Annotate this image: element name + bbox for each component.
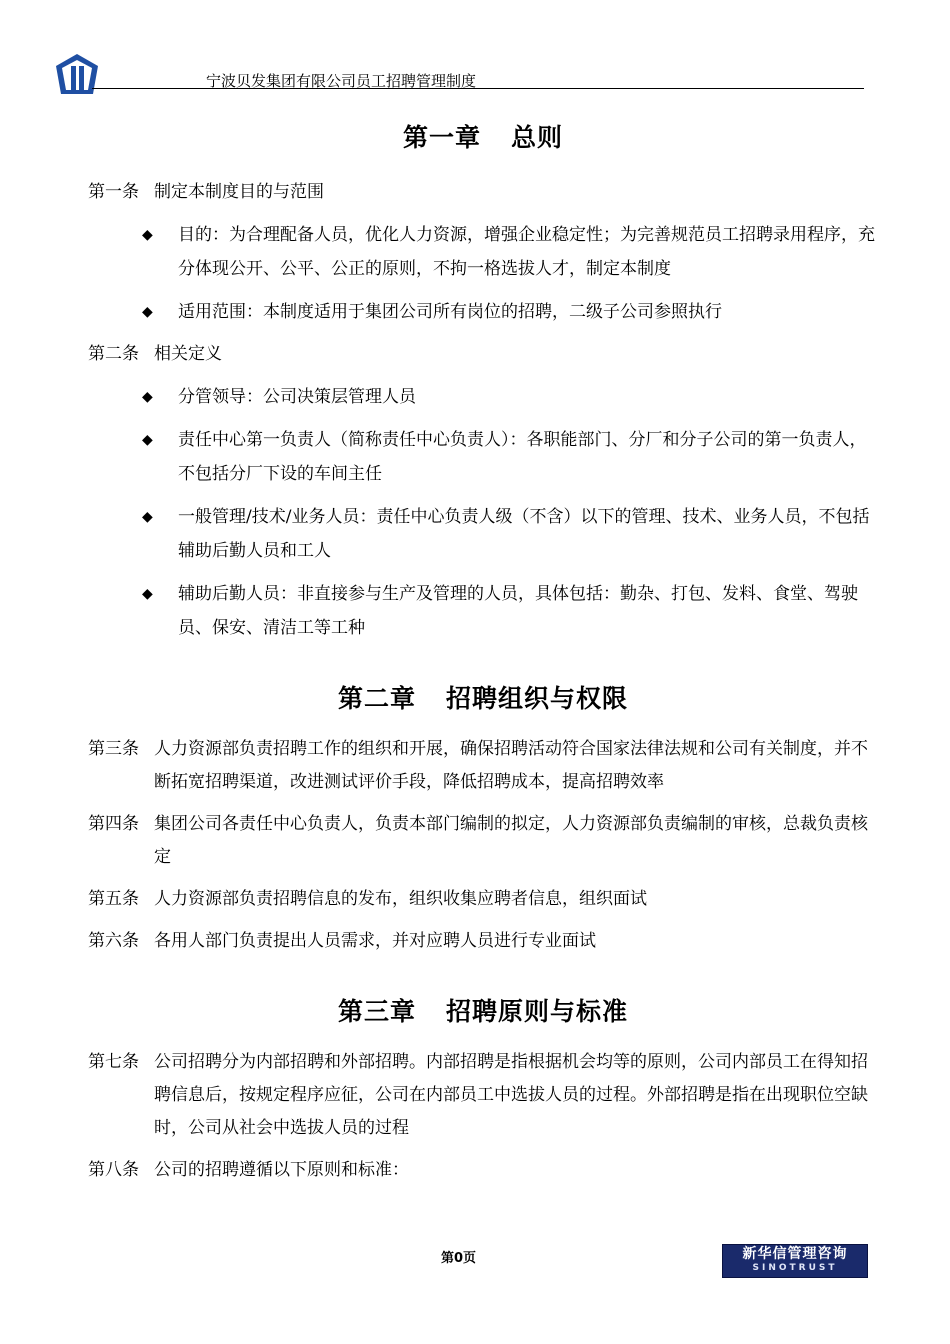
article-label: 第五条 [88,889,139,909]
article [88,883,878,916]
bullet-item [88,295,878,329]
article-text: 公司的招聘遵循以下原则和标准： [154,1160,409,1180]
chapter-number: 第三章 [337,997,416,1026]
diamond-bullet-icon: ◆ [142,586,153,602]
chapter-title: 招聘原则与标准 [446,997,629,1026]
article [88,338,878,371]
article-label: 第三条 [88,739,139,759]
chapter-heading [88,992,878,1028]
bullet-text: 分管领导：公司决策层管理人员 [178,387,416,407]
bullet-item [88,423,878,491]
document-body [88,118,878,1196]
chapter-number: 第二章 [337,684,416,713]
article-label: 第一条 [88,182,139,202]
bullet-item [88,218,878,286]
diamond-bullet-icon: ◆ [142,304,153,320]
diamond-bullet-icon: ◆ [142,389,153,405]
bullet-text: 适用范围：本制度适用于集团公司所有岗位的招聘，二级子公司参照执行 [178,302,722,322]
article [88,1154,878,1187]
article [88,808,878,874]
bullet-text: 一般管理/技术/业务人员：责任中心负责人级（不含）以下的管理、技术、业务人员，不包括辅助后勤人员和工人 [178,507,870,561]
bullet-text: 辅助后勤人员：非直接参与生产及管理的人员，具体包括：勤杂、打包、发料、食堂、驾驶员、保安、清洁工等工种 [178,584,858,638]
article [88,925,878,958]
article-text: 集团公司各责任中心负责人，负责本部门编制的拟定，人力资源部负责编制的审核，总裁负责核定 [154,814,868,867]
bullet-text: 责任中心第一负责人（简称责任中心负责人）：各职能部门、分厂和分子公司的第一负责人，不包括分厂下设的车间主任 [178,430,867,484]
article-text: 人力资源部负责招聘工作的组织和开展，确保招聘活动符合国家法律法规和公司有关制度，并不断拓宽招聘渠道，改进测试评价手段，降低招聘成本，提高招聘效率 [154,739,868,792]
chapter-title: 招聘组织与权限 [446,684,629,713]
bullet-item [88,577,878,645]
article-text: 各用人部门负责提出人员需求，并对应聘人员进行专业面试 [154,931,596,951]
chapter-heading [88,679,878,715]
badge-english-name: SINOTRUST [752,1263,838,1273]
article-text: 制定本制度目的与范围 [154,182,324,202]
article-text: 公司招聘分为内部招聘和外部招聘。内部招聘是指根据机会均等的原则，公司内部员工在得知招聘信息后，按规定程序应征，公司在内部员工中选拔人员的过程。外部招聘是指在出现职位空缺时，公司从社会中选拔人员的过程 [154,1052,868,1138]
bullet-item [88,500,878,568]
chapter-title: 总则 [511,123,564,152]
diamond-bullet-icon: ◆ [142,432,153,448]
article-label: 第四条 [88,814,139,834]
header-title: 宁波贝发集团有限公司员工招聘管理制度 [206,72,477,90]
article [88,176,878,209]
article-label: 第二条 [88,344,139,364]
company-logo-icon [52,52,102,96]
article-label: 第六条 [88,931,139,951]
article [88,1046,878,1145]
chapter-heading [88,118,878,154]
diamond-bullet-icon: ◆ [142,227,153,243]
bullet-item [88,380,878,414]
article-text: 相关定义 [154,344,222,364]
article [88,733,878,799]
badge-chinese-name: 新华信管理咨询 [742,1246,848,1262]
article-label: 第八条 [88,1160,139,1180]
sinotrust-logo [722,1244,868,1278]
page-header [52,52,864,98]
header-rule [92,88,864,89]
chapter-number: 第一章 [402,123,481,152]
bullet-text: 目的：为合理配备人员，优化人力资源，增强企业稳定性；为完善规范员工招聘录用程序，充分体现公开、公平、公正的原则，不拘一格选拔人才，制定本制度 [178,225,875,279]
diamond-bullet-icon: ◆ [142,509,153,525]
article-label: 第七条 [88,1052,139,1072]
article-text: 人力资源部负责招聘信息的发布，组织收集应聘者信息，组织面试 [154,889,647,909]
page-number: 第0页 [441,1251,477,1266]
